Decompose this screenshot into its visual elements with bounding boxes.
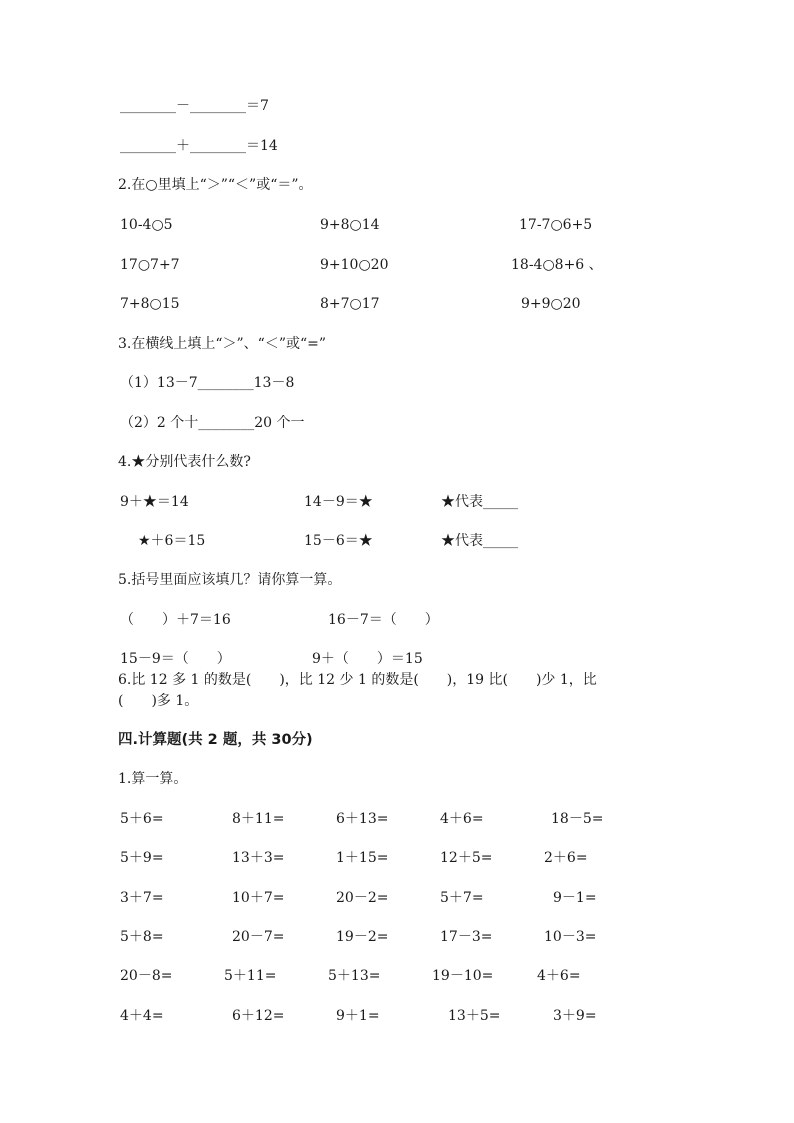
q6-line-2: ( )多 1。: [118, 693, 199, 709]
calc-item: 13＋3=: [232, 850, 285, 866]
calc-item: 5＋13=: [328, 968, 381, 984]
section-heading: 四.计算题(共 2 题，共 30分): [118, 732, 313, 748]
q6-line-1: 6.比 12 多 1 的数是( )，比 12 少 1 的数是( )，19 比( )少 1，比: [118, 672, 597, 688]
calc-item: 10－3=: [544, 929, 597, 945]
calc-item: 9＋1=: [336, 1008, 380, 1024]
q5-item: （ ）＋7＝16: [120, 612, 231, 628]
calc-item: 13＋5=: [448, 1008, 501, 1024]
q4-item: 14－9＝★: [304, 494, 373, 510]
q2-title: 2.在○里填上“＞”“＜”或“＝”。: [118, 177, 313, 193]
calc-item: 9－1=: [553, 890, 597, 906]
q3-title: 3.在横线上填上“＞”、“＜”或“=”: [118, 336, 327, 352]
q2-item: 10-4○5: [120, 217, 173, 233]
calc-item: 10＋7=: [232, 890, 285, 906]
q4-item: 9＋★＝14: [120, 494, 189, 510]
calc-item: 12＋5=: [440, 850, 493, 866]
calc-item: 3＋9=: [553, 1008, 597, 1024]
q2-item: 7+8○15: [120, 296, 180, 312]
calc-item: 6＋13=: [336, 811, 389, 827]
calc-item: 1＋15=: [336, 850, 389, 866]
q2-item: 18-4○8+6 、: [511, 257, 603, 273]
q3-item-1: （1）13－7________13－8: [120, 375, 295, 391]
calc-item: 5＋7=: [440, 890, 484, 906]
calc-item: 6＋12=: [232, 1008, 285, 1024]
q5-item: 15－9＝（ ）: [120, 651, 231, 667]
q5-title: 5.括号里面应该填几？请你算一算。: [118, 572, 342, 588]
calc-item: 20－8=: [120, 968, 173, 984]
q4-title: 4.★分别代表什么数?: [118, 454, 251, 470]
calc-item: 4＋6=: [537, 968, 581, 984]
calc-item: 4＋4=: [120, 1008, 164, 1024]
calc-title: 1.算一算。: [118, 771, 188, 787]
calc-item: 17－3=: [440, 929, 493, 945]
blank-equation-minus: ________－________＝7: [120, 98, 269, 114]
calc-item: 18－5=: [551, 811, 604, 827]
calc-item: 4＋6=: [440, 811, 484, 827]
calc-item: 5＋11=: [224, 968, 277, 984]
q5-item: 16－7＝（ ）: [328, 612, 439, 628]
q5-item: 9＋（ ）＝15: [312, 651, 423, 667]
q2-item: 17-7○6+5: [519, 217, 593, 233]
calc-item: 20－7=: [232, 929, 285, 945]
calc-item: 19－2=: [336, 929, 389, 945]
blank-equation-plus: ________＋________＝14: [120, 138, 278, 154]
q4-item: ★代表_____: [441, 533, 518, 549]
q2-item: 9+10○20: [320, 257, 389, 273]
calc-item: 19－10=: [432, 968, 494, 984]
calc-item: 20－2=: [336, 890, 389, 906]
q2-item: 8+7○17: [320, 296, 380, 312]
q2-item: 9+8○14: [320, 217, 380, 233]
q2-item: 17○7+7: [120, 257, 180, 273]
q2-item: 9+9○20: [521, 296, 581, 312]
q4-item: ★代表_____: [441, 494, 518, 510]
q4-item: ★＋6＝15: [138, 533, 206, 549]
calc-item: 2＋6=: [544, 850, 588, 866]
calc-item: 8＋11=: [232, 811, 285, 827]
q4-item: 15－6＝★: [304, 533, 373, 549]
q3-item-2: （2）2 个十________20 个一: [120, 415, 305, 431]
calc-item: 5＋8=: [120, 929, 164, 945]
calc-item: 3＋7=: [120, 890, 164, 906]
calc-item: 5＋6=: [120, 811, 164, 827]
calc-item: 5＋9=: [120, 850, 164, 866]
